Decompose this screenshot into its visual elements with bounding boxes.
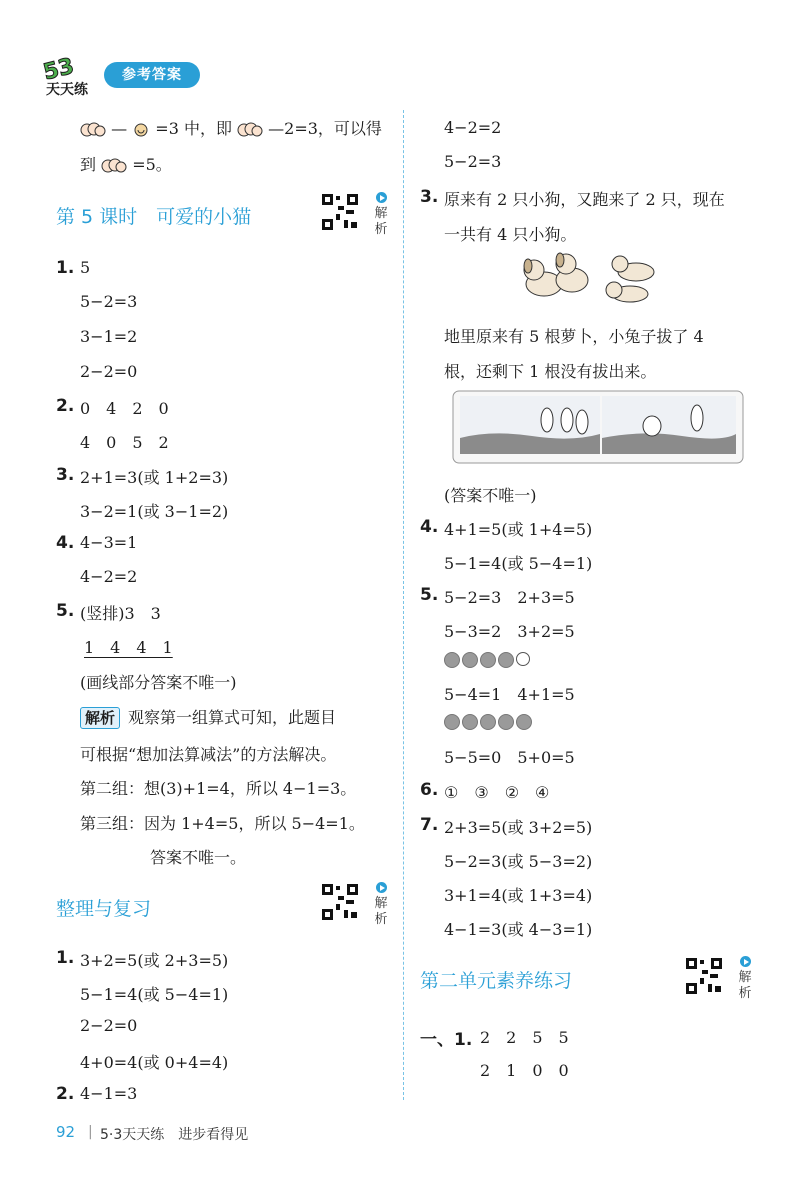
qr-code-icon[interactable] — [320, 192, 360, 232]
circle-empty — [516, 652, 530, 666]
circle-filled — [462, 714, 478, 730]
q1-number: 1. — [56, 258, 75, 278]
rq7-line: 2+3=5(或 3+2=5) — [444, 818, 593, 837]
lesson-title: 第 5 课时 可爱的小猫 — [56, 206, 252, 228]
right-top-line: 4−2=2 — [444, 118, 502, 137]
rq3-text-2: 一共有 4 只小狗。 — [444, 225, 577, 244]
rq3-text-3: 地里原来有 5 根萝卜，小兔子拔了 4 — [444, 327, 704, 346]
s1-line: 2 2 5 5 — [480, 1028, 569, 1047]
column-divider — [403, 110, 404, 1100]
intro-result: =5。 — [132, 155, 172, 174]
right-top-line: 5−2=3 — [444, 152, 502, 171]
rq5-line: 5−2=3 2+3=5 — [444, 588, 575, 607]
intro-text-1: =3 中，即 — [155, 119, 232, 138]
r1-number: 1. — [56, 948, 75, 968]
rq3-number: 3. — [420, 187, 439, 207]
rq7-line: 3+1=4(或 1+3=4) — [444, 886, 593, 905]
q1-line: 2−2=0 — [80, 362, 138, 381]
intro-to: 到 — [80, 155, 97, 174]
q5-note: (画线部分答案不唯一) — [80, 673, 237, 692]
q1-line: 5 — [80, 258, 91, 277]
q5-line-1: (竖排)3 3 — [80, 604, 161, 623]
dogs-illustration — [516, 250, 676, 306]
analysis-line-2: 可根据“想加法算减法”的方法解决。 — [80, 745, 337, 764]
qr-label: 解析 — [738, 970, 752, 1001]
analysis-line-3: 第二组：想(3)+1=4，所以 4−1=3。 — [80, 779, 357, 798]
rq6-number: 6. — [420, 780, 439, 800]
q4-line: 4−3=1 — [80, 533, 138, 552]
rq6-line: ① ③ ② ④ — [444, 783, 550, 802]
snail-icon — [132, 122, 150, 138]
circle-filled — [444, 652, 460, 668]
rq7-line: 4−1=3(或 4−3=1) — [444, 920, 593, 939]
analysis-line-4: 第三组：因为 1+4=5，所以 5−4=1。 — [80, 814, 365, 833]
r1-line: 4+0=4(或 0+4=4) — [80, 1053, 229, 1072]
rq3-text-4: 根，还剩下 1 根没有拔出来。 — [444, 362, 657, 381]
page-number: 92 — [56, 1123, 76, 1141]
q1-line: 3−1=2 — [80, 327, 138, 346]
play-icon[interactable] — [376, 882, 387, 893]
q1-line: 5−2=3 — [80, 292, 138, 311]
circle-filled — [498, 714, 514, 730]
footer-brand: 5·3天天练 进步看得见 — [100, 1127, 249, 1143]
q3-line: 2+1=3(或 1+2=3) — [80, 468, 229, 487]
rq7-line: 5−2=3(或 5−3=2) — [444, 852, 593, 871]
analysis-line-1 — [80, 705, 336, 729]
s1-line: 2 1 0 0 — [480, 1061, 569, 1080]
intro-minus: — — [111, 119, 128, 138]
rabbits-carrots-illustration — [452, 390, 744, 464]
q5-number: 5. — [56, 601, 75, 621]
intro-line-1 — [80, 116, 382, 139]
circle-filled — [462, 652, 478, 668]
rq4-number: 4. — [420, 517, 439, 537]
rq5-line: 5−4=1 4+1=5 — [444, 685, 575, 704]
face-group-icon-2 — [237, 121, 263, 139]
s1-number: 一、1. — [420, 1030, 473, 1050]
q2-line: 4 0 5 2 — [80, 433, 169, 452]
rq4-line: 4+1=5(或 1+4=5) — [444, 520, 593, 539]
circle-filled — [444, 714, 460, 730]
review-title: 整理与复习 — [56, 898, 152, 920]
play-icon[interactable] — [740, 956, 751, 967]
intro-text-2: —2=3，可以得 — [268, 119, 382, 138]
play-icon[interactable] — [376, 192, 387, 203]
r2-number: 2. — [56, 1084, 75, 1104]
analysis-text: 观察第一组算式可知，此题目 — [128, 708, 337, 727]
footer-separator: | — [88, 1124, 93, 1140]
q5-underlined-answer: 1 4 4 1 — [84, 638, 173, 657]
r1-line: 5−1=4(或 5−4=1) — [80, 985, 229, 1004]
r1-line: 3+2=5(或 2+3=5) — [80, 951, 229, 970]
face-group-icon-3 — [101, 157, 127, 175]
circle-filled — [516, 714, 532, 730]
q3-number: 3. — [56, 465, 75, 485]
rq4-line: 5−1=4(或 5−4=1) — [444, 554, 593, 573]
circle-filled — [480, 652, 496, 668]
q4-line: 4−2=2 — [80, 567, 138, 586]
rq7-number: 7. — [420, 815, 439, 835]
r1-line: 2−2=0 — [80, 1016, 138, 1035]
qr-code-icon[interactable] — [320, 882, 360, 922]
r2-line: 4−1=3 — [80, 1084, 138, 1103]
rq3-text-1: 原来有 2 只小狗，又跑来了 2 只，现在 — [444, 190, 725, 209]
svg-text:天天练: 天天练 — [46, 82, 88, 98]
rq5-number: 5. — [420, 585, 439, 605]
analysis-tag: 解析 — [80, 707, 120, 729]
q2-number: 2. — [56, 396, 75, 416]
rq5-line: 5−5=0 5+0=5 — [444, 748, 575, 767]
face-group-icon — [80, 121, 106, 139]
qr-label: 解析 — [374, 896, 388, 927]
qr-code-icon[interactable] — [684, 956, 724, 996]
circle-filled — [498, 652, 514, 668]
svg-text:53: 53 — [40, 53, 77, 86]
q3-line: 3−2=1(或 3−1=2) — [80, 502, 229, 521]
q4-number: 4. — [56, 533, 75, 553]
rq5-line: 5−3=2 3+2=5 — [444, 622, 575, 641]
analysis-line-5: 答案不唯一。 — [150, 848, 247, 867]
q2-line: 0 4 2 0 — [80, 399, 169, 418]
rq3-note: (答案不唯一) — [444, 486, 537, 505]
intro-line-2 — [80, 152, 172, 175]
circle-filled — [480, 714, 496, 730]
qr-label: 解析 — [374, 206, 388, 237]
answer-key-pill: 参考答案 — [104, 62, 200, 88]
unit-title: 第二单元素养练习 — [420, 970, 573, 992]
